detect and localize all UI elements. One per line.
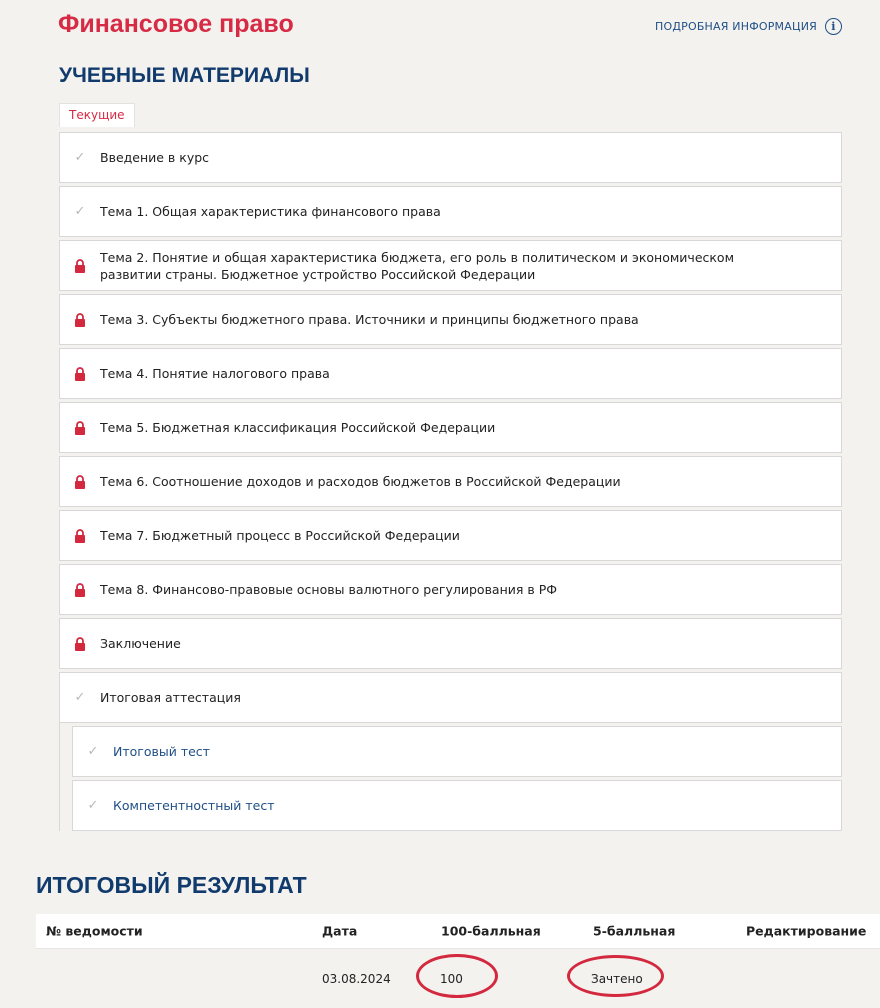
submodule-label: Компетентностный тест (113, 798, 275, 813)
module-item[interactable] (59, 510, 842, 561)
submodule-group (59, 723, 842, 831)
submodule-label: Итоговый тест (113, 744, 210, 759)
cell-score100: 100 (440, 971, 463, 986)
submodule-item[interactable] (72, 780, 842, 831)
results-row (36, 949, 880, 1008)
check-icon: ✓ (74, 150, 86, 165)
header-date: Дата (322, 923, 358, 939)
lock-icon (74, 583, 86, 597)
module-item[interactable] (59, 402, 842, 453)
info-icon[interactable]: i (825, 18, 842, 35)
check-icon: ✓ (74, 204, 86, 219)
more-info-link[interactable] (655, 18, 842, 35)
module-item[interactable] (59, 240, 842, 291)
lock-icon (74, 259, 86, 273)
module-label: Тема 1. Общая характеристика финансового права (100, 204, 441, 219)
module-label: Итоговая аттестация (100, 690, 241, 705)
result-title: ИТОГОВЫЙ РЕЗУЛЬТАТ (36, 872, 307, 898)
module-item[interactable] (59, 618, 842, 669)
results-table (36, 914, 880, 1008)
lock-icon (74, 529, 86, 543)
module-item[interactable] (59, 132, 842, 183)
module-item[interactable] (59, 348, 842, 399)
results-header-row (36, 914, 880, 949)
lock-icon (74, 313, 86, 327)
module-label: Введение в курс (100, 150, 210, 165)
module-label: Тема 6. Соотношение доходов и расходов бюджетов в Российской Федерации (100, 474, 621, 489)
module-item[interactable] (59, 456, 842, 507)
submodule-item[interactable] (72, 726, 842, 777)
header-score5: 5-балльная (593, 923, 676, 939)
module-item[interactable] (59, 186, 842, 237)
header-edit: Редактирование (746, 923, 867, 939)
module-label: Тема 5. Бюджетная классификация Российской Федерации (100, 420, 496, 435)
check-icon: ✓ (87, 744, 99, 759)
materials-title: УЧЕБНЫЕ МАТЕРИАЛЫ (59, 64, 310, 87)
module-label: Тема 3. Субъекты бюджетного права. Источники и принципы бюджетного права (100, 312, 639, 327)
lock-icon (74, 637, 86, 651)
cell-date: 03.08.2024 (322, 971, 391, 986)
check-icon: ✓ (87, 798, 99, 813)
module-list (59, 132, 842, 834)
module-label: Тема 8. Финансово-правовые основы валютного регулирования в РФ (100, 582, 558, 597)
module-label: Тема 4. Понятие налогового права (100, 366, 330, 381)
lock-icon (74, 421, 86, 435)
module-label: Тема 2. Понятие и общая характеристика бюджета, его роль в политическом и экономическом развитии страны. Бюджетное устройство Российской Федерации (100, 249, 735, 282)
module-label: Тема 7. Бюджетный процесс в Российской Федерации (100, 528, 460, 543)
module-item[interactable] (59, 672, 842, 723)
course-title: Финансовое право (58, 10, 294, 38)
lock-icon (74, 475, 86, 489)
module-label: Заключение (100, 636, 181, 651)
header-score100: 100-балльная (441, 923, 541, 939)
lock-icon (74, 367, 86, 381)
check-icon: ✓ (74, 690, 86, 705)
module-item[interactable] (59, 564, 842, 615)
header-sheet: № ведомости (46, 923, 143, 939)
cell-score5: Зачтено (591, 971, 643, 986)
tab-current[interactable]: Текущие (59, 103, 135, 127)
more-info-label: ПОДРОБНАЯ ИНФОРМАЦИЯ (655, 20, 817, 33)
module-item[interactable] (59, 294, 842, 345)
